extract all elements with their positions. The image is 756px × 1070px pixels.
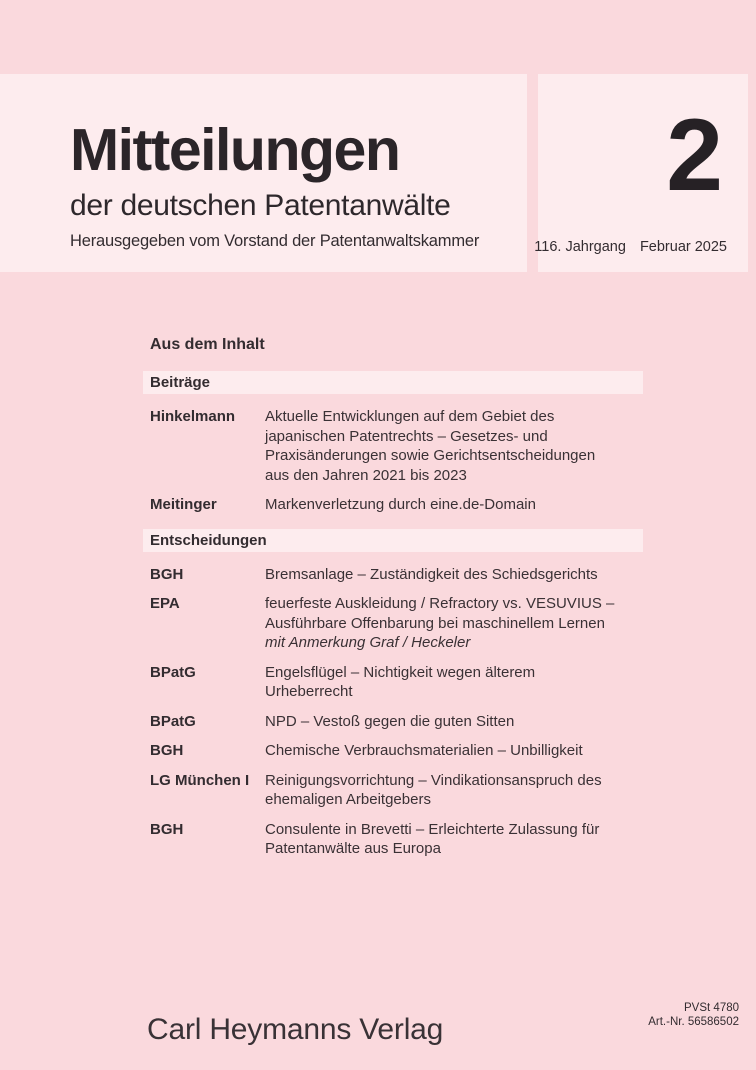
masthead-title-panel bbox=[0, 74, 527, 272]
entry-body bbox=[265, 771, 617, 810]
toc-entry bbox=[143, 594, 643, 653]
entry-body bbox=[265, 820, 617, 859]
section-entries bbox=[143, 407, 643, 515]
article-number: Art.-Nr. 56586502 bbox=[648, 1016, 739, 1028]
toc-section bbox=[143, 529, 643, 859]
toc-entry bbox=[143, 407, 643, 485]
masthead-issue-panel bbox=[534, 74, 748, 272]
entry-text: Chemische Verbrauchsmaterialien – Unbilligkeit bbox=[265, 742, 583, 759]
issue-meta bbox=[534, 239, 727, 255]
volume-label: 116. Jahrgang bbox=[534, 239, 626, 255]
entry-label: BGH bbox=[150, 742, 184, 759]
entry-body bbox=[265, 594, 617, 653]
entry-text: Consulente in Brevetti – Erleichterte Zulassung für Patentanwälte aus Europa bbox=[265, 820, 600, 857]
masthead bbox=[0, 74, 756, 272]
entry-note: mit Anmerkung Graf / Heckeler bbox=[265, 634, 471, 651]
toc-section bbox=[143, 371, 643, 515]
journal-subtitle: der deutschen Patentanwälte bbox=[70, 189, 451, 222]
section-band bbox=[143, 371, 643, 394]
entry-label: EPA bbox=[150, 595, 180, 612]
publisher-brand: Carl Heymanns Verlag bbox=[147, 1013, 444, 1046]
toc-entry bbox=[143, 712, 643, 732]
entry-text: NPD – Vestoß gegen die guten Sitten bbox=[265, 712, 515, 730]
entry-body bbox=[265, 663, 617, 702]
toc-entry bbox=[143, 663, 643, 702]
journal-title: Mitteilungen bbox=[70, 117, 400, 183]
entry-label: BPatG bbox=[150, 663, 196, 681]
entry-label: Hinkelmann bbox=[150, 408, 236, 425]
issue-date: Februar 2025 bbox=[639, 239, 727, 255]
entry-body bbox=[265, 407, 617, 485]
publisher-line: Herausgegeben vom Vorstand der Patentanwaltskammer bbox=[70, 232, 480, 250]
entry-label: Meitinger bbox=[150, 496, 217, 513]
toc-entry bbox=[143, 495, 643, 515]
toc-entry bbox=[143, 565, 643, 585]
entry-label: BGH bbox=[150, 820, 184, 838]
toc-sections bbox=[143, 371, 643, 859]
entry-body bbox=[265, 712, 617, 732]
entry-body bbox=[265, 495, 617, 515]
entry-text: Markenverletzung durch eine.de-Domain bbox=[265, 496, 536, 513]
toc-entry bbox=[143, 741, 643, 761]
table-of-contents bbox=[143, 336, 643, 873]
entry-text: Engelsflügel – Nichtigkeit wegen älterem Urheberrecht bbox=[265, 663, 536, 700]
section-band bbox=[143, 529, 643, 552]
section-title: Entscheidungen bbox=[150, 531, 267, 549]
print-ids bbox=[648, 1001, 739, 1029]
entry-label: BGH bbox=[150, 565, 184, 583]
toc-heading: Aus dem Inhalt bbox=[150, 336, 265, 353]
entry-text: feuerfeste Auskleidung / Refractory vs. VESUVIUS – Ausführbare Offenbarung bei maschinellem Lernen bbox=[265, 595, 615, 632]
toc-entry bbox=[143, 771, 643, 810]
entry-text: Bremsanlage – Zuständigkeit des Schiedsgerichts bbox=[265, 565, 598, 583]
section-title: Beiträge bbox=[150, 374, 211, 391]
toc-entry bbox=[143, 820, 643, 859]
section-entries bbox=[143, 565, 643, 859]
entry-body bbox=[265, 741, 617, 761]
issue-number: 2 bbox=[666, 98, 723, 212]
postal-id: PVSt 4780 bbox=[684, 1002, 739, 1014]
entry-text: Reinigungsvorrichtung – Vindikationsanspruch des ehemaligen Arbeitgebers bbox=[265, 771, 602, 808]
entry-label: BPatG bbox=[150, 712, 196, 730]
entry-body bbox=[265, 565, 617, 585]
entry-label: LG München I bbox=[150, 771, 250, 789]
entry-text: Aktuelle Entwicklungen auf dem Gebiet des japanischen Patentrechts – Gesetzes- und Praxisänderungen sowie Gerichtsentscheidungen aus den Jahren 2021 bis 2023 bbox=[265, 408, 596, 484]
